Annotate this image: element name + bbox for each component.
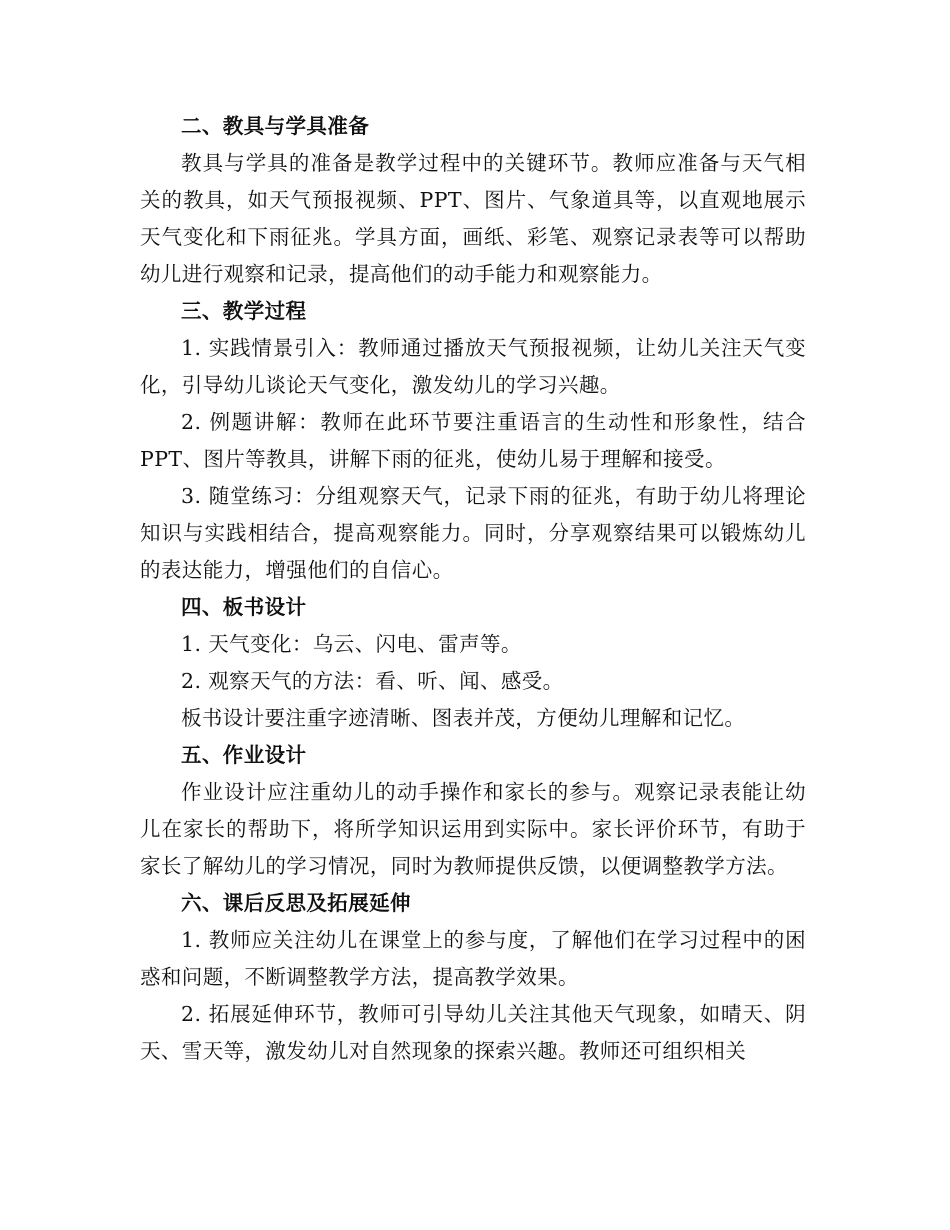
section-heading-teaching-process: 三、教学过程 <box>181 299 307 323</box>
paragraph-reflection-item-2: 2. 拓展延伸环节，教师可引导幼儿关注其他天气现象，如晴天、阴天、雪天等，激发幼儿对自然现象的探索兴趣。教师还可组织相关 <box>140 1002 806 1063</box>
paragraph-reflection-item-1: 1. 教师应关注幼儿在课堂上的参与度，了解他们在学习过程中的困惑和问题，不断调整教学方法，提高教学效果。 <box>140 928 806 989</box>
paragraph-homework: 作业设计应注重幼儿的动手操作和家长的参与。观察记录表能让幼儿在家长的帮助下，将所学知识运用到实际中。家长评价环节，有助于家长了解幼儿的学习情况，同时为教师提供反馈，以便调整教学方法。 <box>140 780 806 878</box>
section-heading-homework-design: 五、作业设计 <box>181 743 307 767</box>
document-body <box>140 108 806 1070</box>
paragraph-process-step-1: 1. 实践情景引入：教师通过播放天气预报视频，让幼儿关注天气变化，引导幼儿谈论天气变化，激发幼儿的学习兴趣。 <box>140 336 806 397</box>
paragraph-process-step-2: 2. 例题讲解：教师在此环节要注重语言的生动性和形象性，结合PPT、图片等教具，讲解下雨的征兆，使幼儿易于理解和接受。 <box>140 410 806 471</box>
paragraph-board-item-2: 2. 观察天气的方法：看、听、闻、感受。 <box>181 669 564 693</box>
paragraph-board-note: 板书设计要注重字迹清晰、图表并茂，方便幼儿理解和记忆。 <box>181 706 746 730</box>
paragraph-board-item-1: 1. 天气变化：乌云、闪电、雷声等。 <box>181 632 522 656</box>
paragraph-process-step-3: 3. 随堂练习：分组观察天气，记录下雨的征兆，有助于幼儿将理论知识与实践相结合，提高观察能力。同时，分享观察结果可以锻炼幼儿的表达能力，增强他们的自信心。 <box>140 484 806 582</box>
paragraph-materials-preparation: 教具与学具的准备是教学过程中的关键环节。教师应准备与天气相关的教具，如天气预报视频、PPT、图片、气象道具等，以直观地展示天气变化和下雨征兆。学具方面，画纸、彩笔、观察记录表等可以帮助幼儿进行观察和记录，提高他们的动手能力和观察能力。 <box>140 151 806 286</box>
section-heading-teaching-materials: 二、教具与学具准备 <box>181 114 370 138</box>
section-heading-reflection: 六、课后反思及拓展延伸 <box>181 891 411 915</box>
section-heading-board-design: 四、板书设计 <box>181 595 307 619</box>
